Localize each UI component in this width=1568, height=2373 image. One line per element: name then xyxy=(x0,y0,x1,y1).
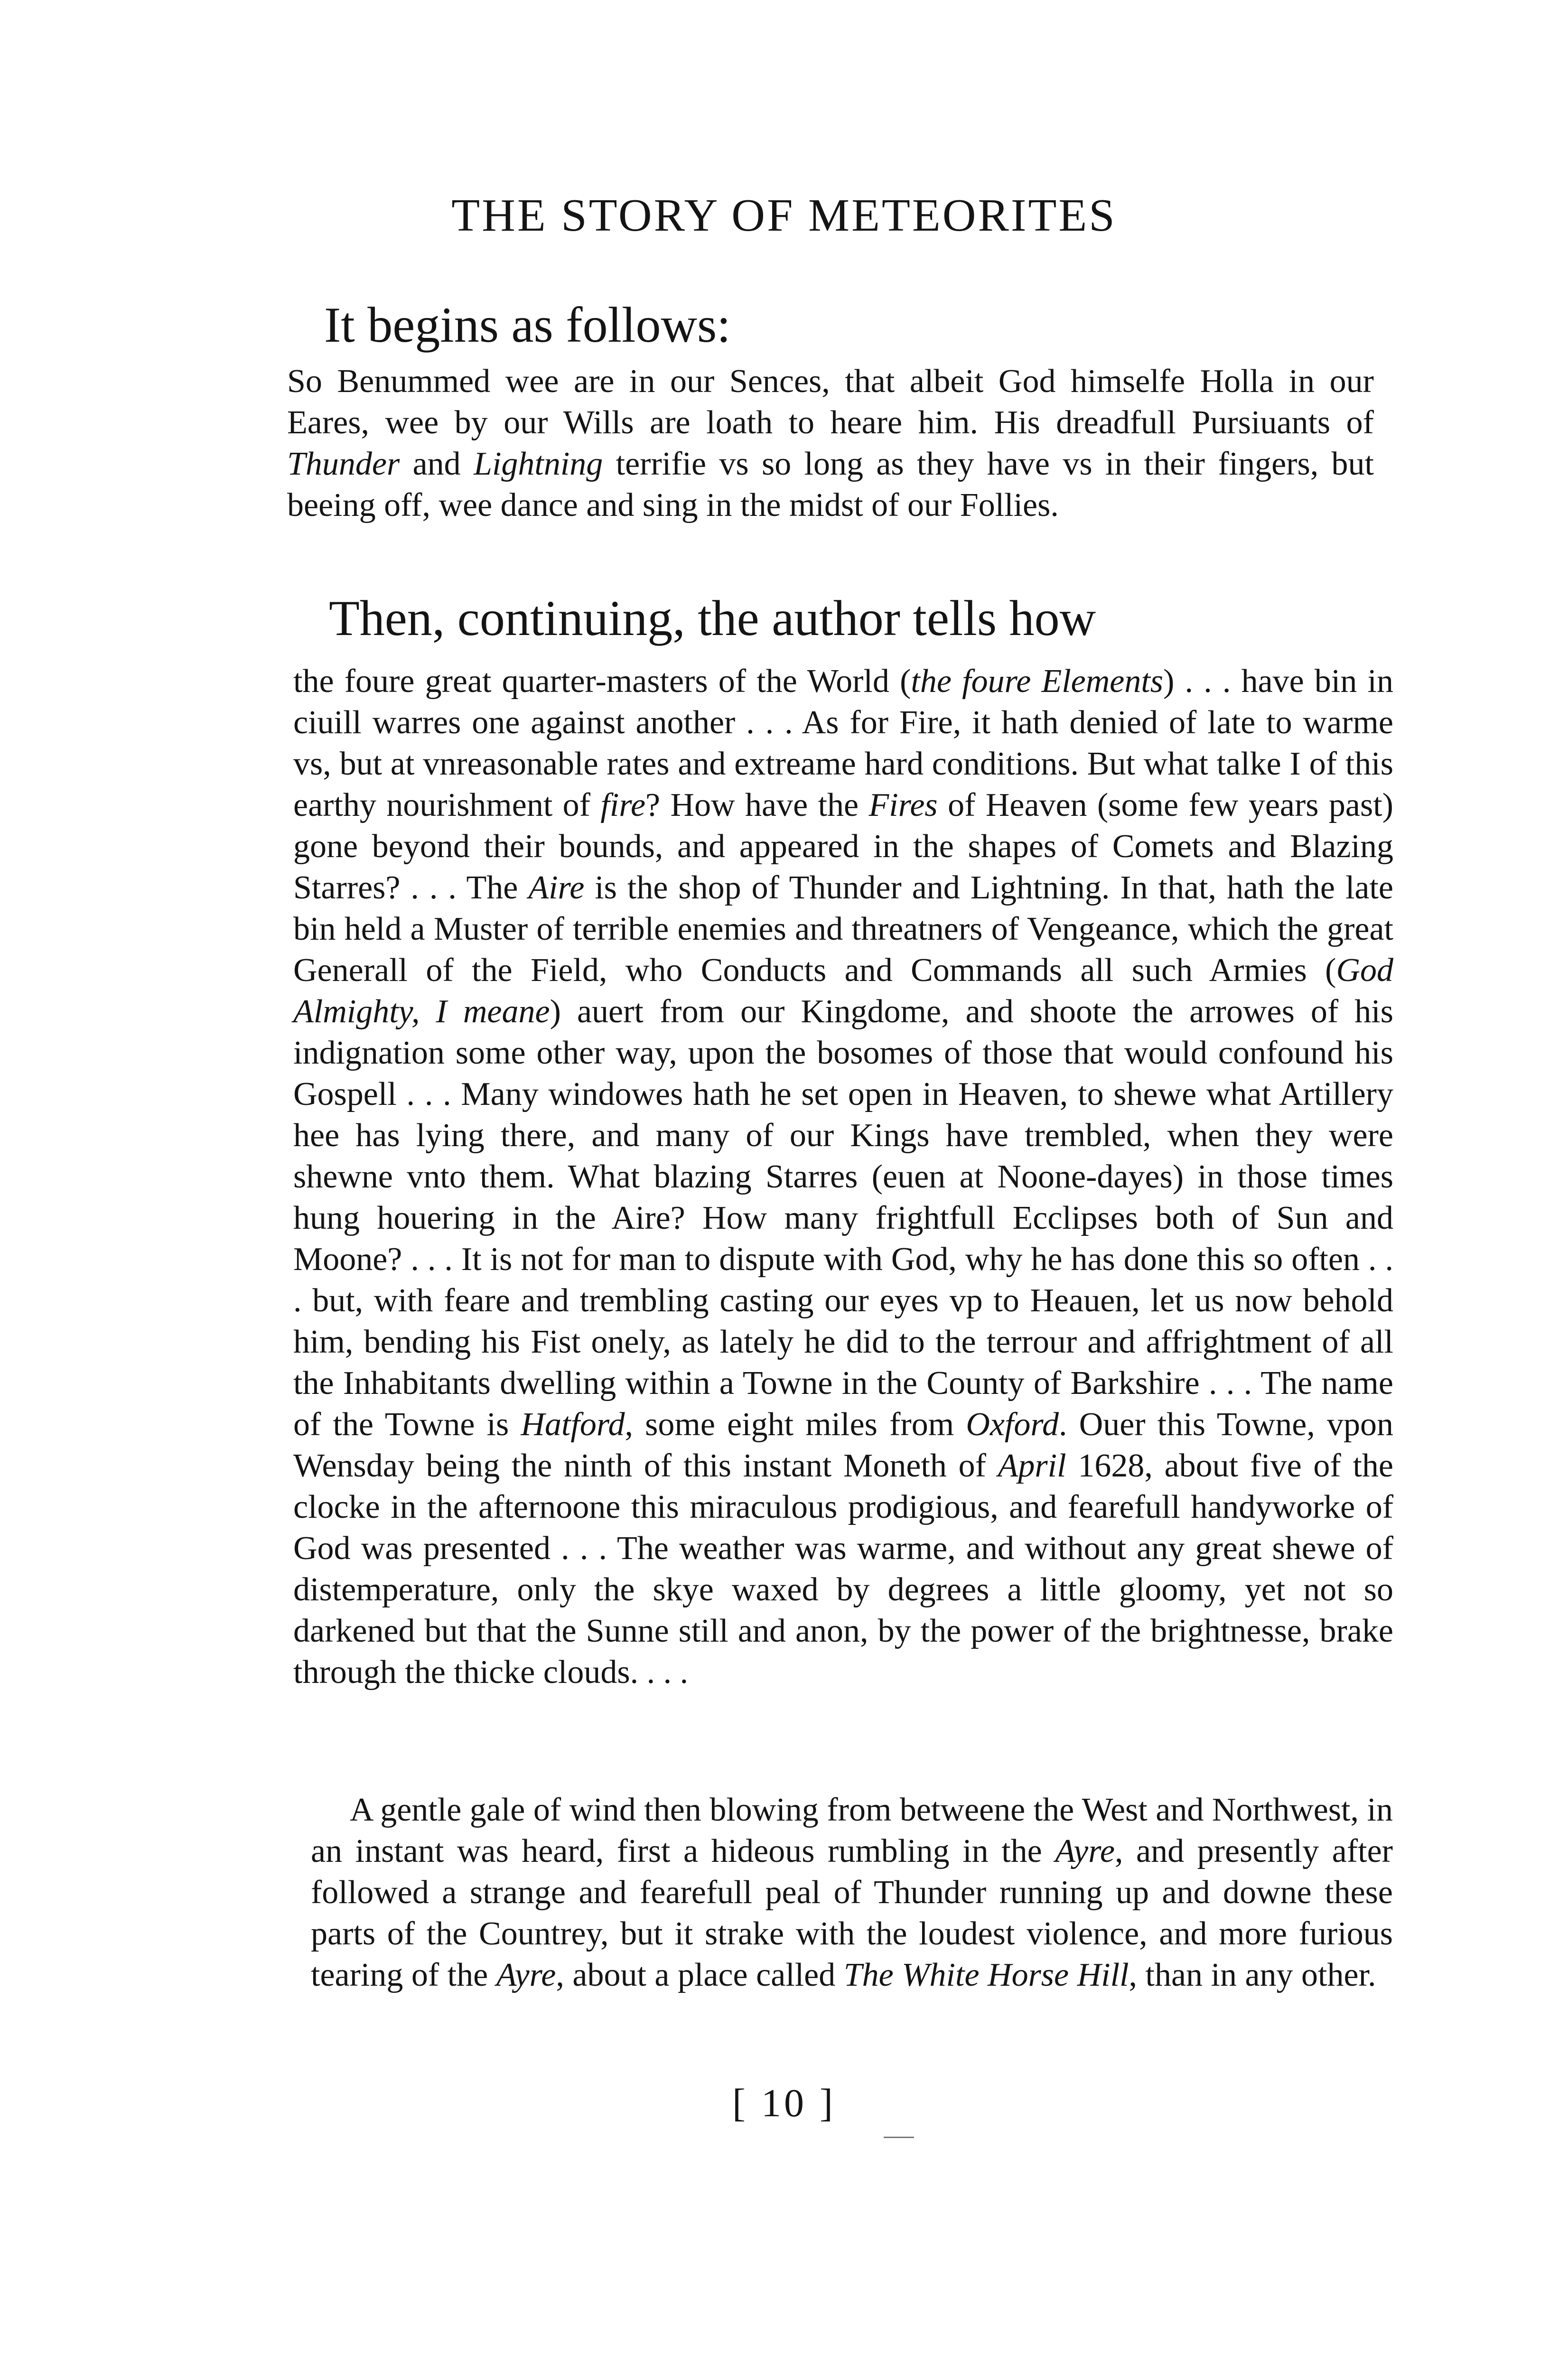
quotation-1: So Benummed wee are in our Sences, that albeit God himselfe Holla in our Eares, wee by our Wills are loath to heare him. His dreadfull Pursiuants of Thunder and Lightning terrifie vs so long as they have vs in their fingers, but beeing off, wee dance and sing in the midst of our Follies. xyxy=(287,363,1374,523)
quotation-3: A gentle gale of wind then blowing from betweene the West and Northwest, in an instant was heard, first a hideous rumbling in the Ayre, and presently after followed a strange and fearefull peal of Thunder running up and downe these parts of the Countrey, but it strake with the loudest violence, and more furious tearing of the Ayre, about a place called The White Horse Hill, than in any other. xyxy=(311,1792,1393,1993)
running-head: THE STORY OF METEORITES xyxy=(451,190,1117,241)
folio-rule xyxy=(884,2137,914,2138)
lead-in-2: Then, continuing, the author tells how xyxy=(329,590,1096,646)
lead-in-1: It begins as follows: xyxy=(324,297,731,353)
quotation-2: the foure great quarter-masters of the World (the foure Elements) . . . have bin in ciuill warres one against another . . . As for Fire, it hath denied of late to warme vs, but at vnreasonable rates and extreame hard conditions. But what talke I of this earthy nourishment of fire? How have the Fires of Heaven (some few years past) gone beyond their bounds, and appeared in the shapes of Comets and Blazing Starres? . . . The Aire is the shop of Thunder and Lightning. In that, hath the late bin held a Muster of terrible enemies and threatners of Vengeance, which the great Generall of the Field, who Conducts and Commands all such Armies (God Almighty, I meane) auert from our Kingdome, and shoote the arrowes of his indignation some other way, upon the bosomes of those that would confound his Gospell . . . Many windowes hath he set open in Heaven, to shewe what Artillery hee has lying there, and many of our Kings have trembled, when they were shewne vnto them. What blazing Starres (euen at Noone-dayes) in those times hung houering in the Aire? How many frightfull Ecclipses both of Sun and Moone? . . . It is not for man to dispute with God, why he has done this so often . . . but, with feare and trembling casting our eyes vp to Heauen, let us now behold him, bending his Fist onely, as lately he did to the terrour and affrightment of all the Inhabitants dwelling within a Towne in the County of Barkshire . . . The name of the Towne is Hatford, some eight miles from Oxford. Ouer this Towne, vpon Wensday being the ninth of this instant Moneth of April 1628, about five of the clocke in the afternoone this miraculous prodigious, and fearefull handyworke of God was presented . . . The weather was warme, and without any great shewe of distemperature, only the skye waxed by degrees a little gloomy, yet not so darkened but that the Sunne still and anon, by the power of the brightnesse, brake through the thicke clouds. . . . xyxy=(293,663,1394,1691)
page-number: [ 10 ] xyxy=(732,2081,836,2125)
